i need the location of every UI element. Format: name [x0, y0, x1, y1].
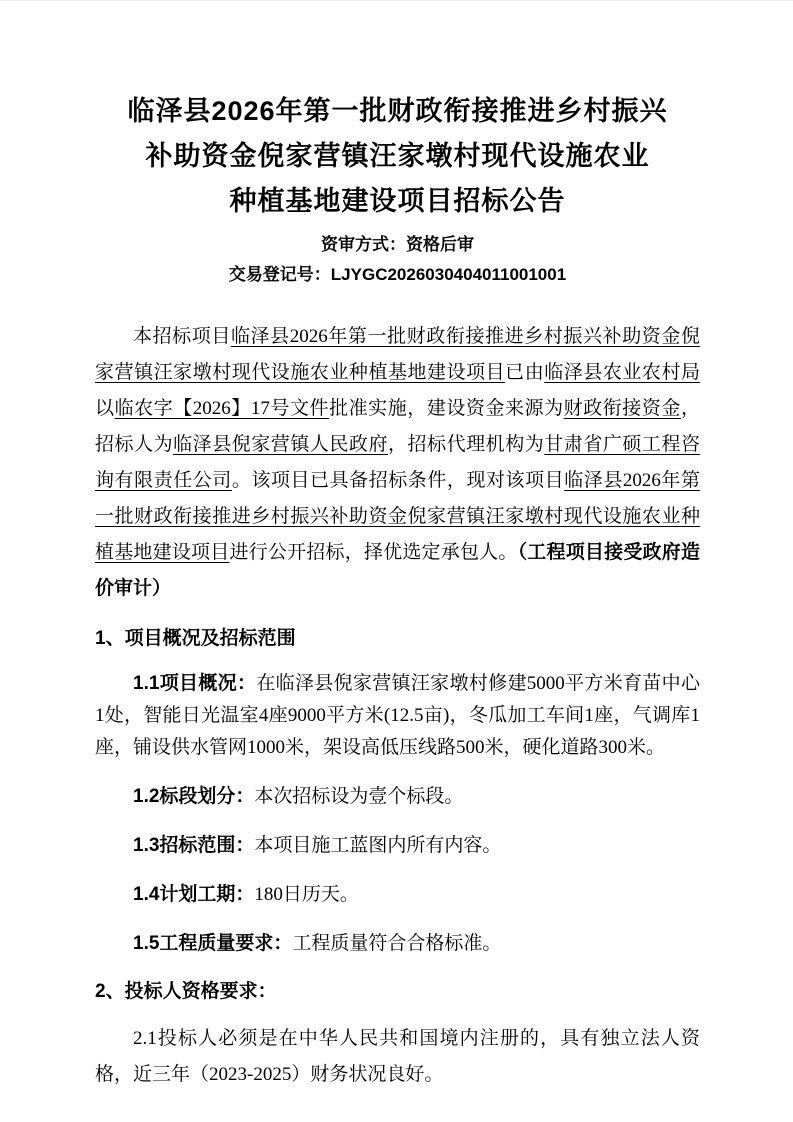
text-segment: ，招标人为	[95, 398, 700, 455]
section-2-heading: 2、投标人资格要求：	[95, 981, 277, 1002]
intro-paragraph	[95, 319, 700, 607]
title-line-1: 临泽县2026年第一批财政衔接推进乡村振兴	[127, 96, 668, 126]
transaction-registration-number: 交易登记号：LJYGC2026030404011001001	[228, 265, 567, 284]
title-line-2: 补助资金倪家营镇汪家墩村现代设施农业	[145, 141, 650, 171]
item-1-5	[95, 928, 700, 960]
item-1-3-label: 1.3招标范围：	[133, 835, 255, 856]
title-line-3: 种植基地建设项目招标公告	[229, 186, 566, 216]
text-segment: 本招标项目	[133, 326, 231, 347]
text-segment: 甘肃省广硕工程咨询有限责任公司	[95, 434, 700, 491]
text-segment: 以	[95, 398, 115, 419]
text-segment: 已由	[505, 362, 545, 383]
item-1-2-text: 本次招标设为壹个标段。	[254, 786, 464, 807]
text-segment: 财政衔接资金	[563, 398, 681, 419]
item-2-1	[95, 1021, 700, 1093]
item-1-2	[95, 781, 700, 813]
text-segment: 进行公开招标，择优选定承包人。	[229, 542, 518, 563]
section-1-heading: 1、项目概况及招标范围	[95, 628, 296, 649]
item-1-1-label: 1.1项目概况：	[133, 673, 257, 694]
item-1-1	[95, 668, 700, 764]
item-1-2-label: 1.2标段划分：	[133, 786, 255, 807]
text-segment: ，招标代理机构为	[388, 434, 545, 455]
text-segment: 临泽县倪家营镇人民政府	[173, 434, 388, 455]
text-segment: 临农字【2026】17号文件	[114, 398, 330, 419]
page-title	[95, 89, 700, 224]
text-segment: 临泽县农业农村局	[544, 362, 700, 383]
item-1-3-text: 本项目施工蓝图内所有内容。	[254, 835, 502, 856]
item-1-4-label: 1.4计划工期：	[133, 884, 255, 905]
qualification-method: 资审方式：资格后审	[321, 235, 474, 254]
item-2-1-text: 2.1投标人必须是在中华人民共和国境内注册的，具有独立法人资格，近三年（2023-2025）财务状况良好。	[95, 1028, 700, 1085]
text-segment: 。该项目已具备招标条件，现对该项目	[231, 470, 565, 491]
text-segment: （工程项目接受政府造价审计）	[95, 542, 700, 599]
text-segment: 临泽县2026年第一批财政衔接推进乡村振兴补助资金倪家营镇汪家墩村现代设施农业种植基地建设项目	[95, 326, 700, 383]
item-1-5-label: 1.5工程质量要求：	[133, 933, 293, 954]
item-1-3	[95, 830, 700, 862]
item-1-5-text: 工程质量符合合格标准。	[292, 933, 502, 954]
text-segment: 批准实施，建设资金来源为	[329, 398, 564, 419]
text-segment: 临泽县2026年第一批财政衔接推进乡村振兴补助资金倪家营镇汪家墩村现代设施农业种植基地建设项目	[95, 470, 700, 563]
item-1-4-text: 180日历天。	[254, 884, 359, 905]
item-1-1-text: 在临泽县倪家营镇汪家墩村修建5000平方米育苗中心1处，智能日光温室4座9000平方米(12.5亩)，冬瓜加工车间1座，气调库1座，铺设供水管网1000米，架设高低压线路500米，硬化道路300米。	[95, 673, 700, 758]
item-1-4	[95, 879, 700, 911]
